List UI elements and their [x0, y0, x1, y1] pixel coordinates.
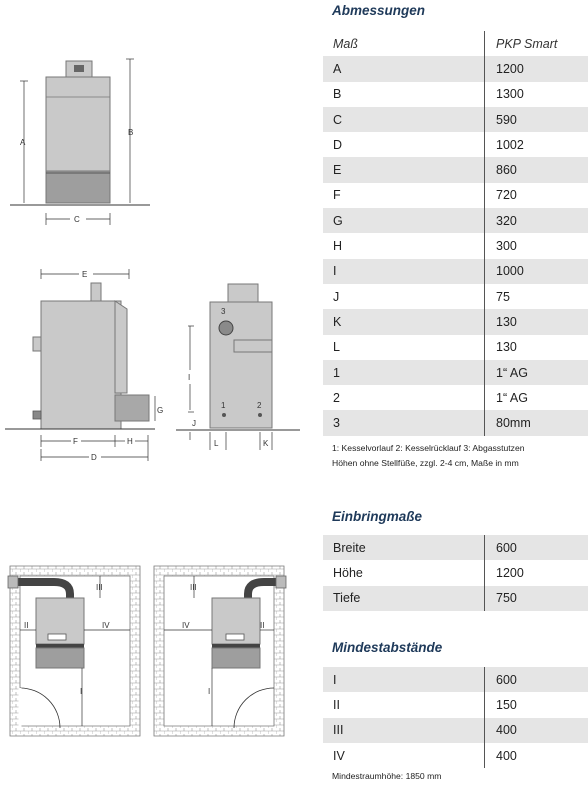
dim-label-g: G — [157, 406, 164, 415]
port-label-2: 2 — [257, 401, 262, 410]
side-view-diagram — [5, 265, 164, 470]
plan-right-label-ii: II — [260, 621, 265, 630]
row-key: 3 — [333, 416, 340, 431]
table-row — [323, 410, 588, 435]
row-key: C — [333, 112, 343, 127]
table-row — [323, 360, 588, 385]
row-value: 75 — [484, 284, 588, 309]
row-key: 1 — [333, 365, 340, 380]
table-row — [323, 586, 588, 611]
table-row — [323, 157, 588, 182]
row-value: 130 — [484, 335, 588, 360]
abmessungen-heading: Abmessungen — [332, 3, 426, 18]
row-key: L — [333, 340, 340, 355]
row-value: 1300 — [484, 82, 588, 107]
row-key: Höhe — [333, 565, 363, 580]
table-row — [323, 385, 588, 410]
room-plan-right-diagram — [148, 560, 290, 742]
row-value: 750 — [484, 586, 588, 611]
table-row — [323, 743, 588, 768]
table-row — [323, 309, 588, 334]
row-key: J — [333, 289, 340, 304]
row-key: 2 — [333, 390, 340, 405]
header-col-mass: Maß — [333, 36, 358, 51]
row-key: H — [333, 239, 343, 254]
mindestabstaende-table — [323, 667, 588, 768]
row-key: E — [333, 163, 342, 178]
row-value: 150 — [484, 692, 588, 717]
dim-label-a: A — [20, 138, 26, 147]
header-col-product: PKP Smart — [484, 31, 588, 56]
plan-right-label-iv: IV — [182, 621, 190, 630]
table-row — [323, 107, 588, 132]
row-value: 860 — [484, 157, 588, 182]
mindestabstaende-heading: Mindestabstände — [332, 640, 443, 655]
row-value: 1002 — [484, 132, 588, 157]
dim-label-j: J — [192, 419, 196, 428]
row-key: Tiefe — [333, 591, 361, 606]
port-label-1: 1 — [221, 401, 226, 410]
port-legend: 1: Kesselvorlauf 2: Kesselrücklauf 3: Abgasstutzen — [332, 443, 525, 453]
dim-label-k: K — [263, 439, 269, 448]
dim-label-i: I — [188, 373, 191, 382]
table-row — [323, 718, 588, 743]
row-key: Breite — [333, 540, 366, 555]
table-row — [323, 535, 588, 560]
row-value: 1“ AG — [484, 360, 588, 385]
einbringmasse-table — [323, 535, 588, 611]
table-row — [323, 233, 588, 258]
row-value: 590 — [484, 107, 588, 132]
table-row — [323, 335, 588, 360]
dim-label-b: B — [128, 128, 134, 137]
dim-label-c: C — [74, 215, 80, 224]
plan-right-label-i: I — [208, 687, 211, 696]
plan-right-label-iii: III — [190, 583, 197, 592]
table-row — [323, 560, 588, 585]
row-key: D — [333, 137, 343, 152]
table-row — [323, 56, 588, 81]
room-plan-left-diagram — [4, 560, 146, 742]
port-label-3: 3 — [221, 307, 226, 316]
row-key: III — [333, 723, 344, 738]
plan-left-label-ii: II — [24, 621, 29, 630]
table-row — [323, 82, 588, 107]
row-value: 300 — [484, 233, 588, 258]
row-key: A — [333, 61, 342, 76]
table-header-row — [323, 31, 588, 56]
dim-label-l: L — [214, 439, 219, 448]
row-value: 320 — [484, 208, 588, 233]
row-value: 1“ AG — [484, 385, 588, 410]
height-note: Höhen ohne Stellfüße, zzgl. 2-4 cm, Maße in mm — [332, 458, 519, 468]
dim-label-d: D — [91, 453, 97, 462]
row-value: 400 — [484, 718, 588, 743]
table-row — [323, 208, 588, 233]
front-view-diagram — [10, 55, 160, 235]
row-key: IV — [333, 748, 345, 763]
row-key: G — [333, 213, 343, 228]
row-value: 600 — [484, 667, 588, 692]
table-row — [323, 692, 588, 717]
table-row — [323, 183, 588, 208]
row-key: B — [333, 87, 342, 102]
row-key: I — [333, 672, 337, 687]
row-key: I — [333, 264, 337, 279]
row-value: 80mm — [484, 410, 588, 435]
abmessungen-table — [323, 31, 588, 436]
plan-left-label-iii: III — [96, 583, 103, 592]
einbringmasse-heading: Einbringmaße — [332, 509, 423, 524]
row-value: 1200 — [484, 56, 588, 81]
row-value: 1200 — [484, 560, 588, 585]
row-key: F — [333, 188, 341, 203]
table-row — [323, 667, 588, 692]
dim-label-f: F — [73, 437, 78, 446]
room-height-note: Mindestraumhöhe: 1850 mm — [332, 771, 442, 781]
plan-left-label-i: I — [80, 687, 83, 696]
dim-label-e: E — [82, 270, 88, 279]
rear-view-diagram — [176, 280, 300, 455]
row-value: 130 — [484, 309, 588, 334]
row-value: 1000 — [484, 259, 588, 284]
dim-label-h: H — [127, 437, 133, 446]
table-row — [323, 284, 588, 309]
row-value: 720 — [484, 183, 588, 208]
row-value: 400 — [484, 743, 588, 768]
table-row — [323, 259, 588, 284]
row-key: K — [333, 314, 342, 329]
plan-left-label-iv: IV — [102, 621, 110, 630]
row-key: II — [333, 697, 340, 712]
row-value: 600 — [484, 535, 588, 560]
table-row — [323, 132, 588, 157]
